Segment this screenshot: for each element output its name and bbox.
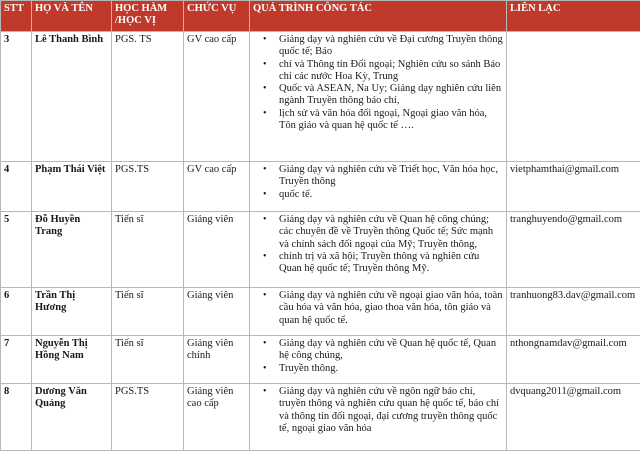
work-item: • Quốc và ASEAN, Na Uy; Giảng dạy nghiên cứu liên ngành Truyền thông báo chí, [279, 83, 503, 108]
table-row [1, 32, 640, 162]
table-row [1, 336, 640, 384]
cell-degree: PGS. TS [112, 32, 184, 162]
header-degree-line2: /HỌC VỊ [115, 15, 156, 26]
cell-degree: PGS.TS [112, 162, 184, 212]
work-item: • Giảng dạy và nghiên cứu về ngôn ngữ báo chí, truyền thông và nghiên cứu quan hệ quốc tế, báo chí và thông tin đối ngoại, đại cương truyền thông quốc tế, ngoại giao văn hóa [279, 386, 503, 435]
cell-contact [507, 32, 640, 162]
cell-position: GV cao cấp [184, 162, 250, 212]
cell-name: Trần Thị Hương [32, 288, 112, 336]
cell-degree: Tiến sĩ [112, 336, 184, 384]
work-item: • Giảng dạy và nghiên cứu về Triết học, Văn hóa học, Truyền thông [279, 164, 503, 189]
work-item: • quốc tế. [279, 189, 503, 201]
cell-stt: 6 [1, 288, 32, 336]
table-row [1, 162, 640, 212]
cell-degree: Tiến sĩ [112, 212, 184, 288]
work-item: • lịch sử và văn hóa đối ngoại, Ngoại giao văn hóa, Tôn giáo và quan hệ quốc tế …. [279, 108, 503, 133]
cell-contact[interactable]: nthongnamdav@gmail.com [507, 336, 640, 384]
work-list [253, 386, 503, 435]
table-header-row [1, 1, 640, 32]
work-item: • Giảng dạy và nghiên cứu về ngoại giao văn hóa, toàn cầu hóa và văn hóa, giao thoa văn hóa, tôn giáo và quan hệ quốc tế. [279, 290, 503, 327]
cell-position: Giảng viên [184, 212, 250, 288]
table-row [1, 212, 640, 288]
cell-name: Dương Văn Quảng [32, 384, 112, 451]
cell-position: Giảng viên [184, 288, 250, 336]
cell-work [250, 32, 507, 162]
work-list [253, 34, 503, 132]
work-item: • Truyền thông. [279, 363, 503, 375]
header-stt: STT [1, 1, 32, 32]
work-item: • Giảng dạy và nghiên cứu về Quan hệ công chúng; các chuyên đề về Truyền thông Quốc tế; Sức mạnh và chính sách đối ngoại của Mỹ; Truyền thông, [279, 214, 503, 251]
cell-work [250, 212, 507, 288]
work-item: • Giảng dạy và nghiên cứu về Quan hệ quốc tế, Quan hệ công chúng, [279, 338, 503, 363]
cell-position: GV cao cấp [184, 32, 250, 162]
header-degree [112, 1, 184, 32]
cell-work [250, 384, 507, 451]
cell-stt: 8 [1, 384, 32, 451]
cell-contact[interactable]: dvquang2011@gmail.com [507, 384, 640, 451]
cell-work [250, 336, 507, 384]
header-name: HỌ VÀ TÊN [32, 1, 112, 32]
work-list [253, 214, 503, 275]
cell-degree: PGS.TS [112, 384, 184, 451]
work-list [253, 290, 503, 327]
cell-name: Nguyễn Thị Hồng Nam [32, 336, 112, 384]
cell-stt: 7 [1, 336, 32, 384]
cell-stt: 5 [1, 212, 32, 288]
work-list [253, 338, 503, 375]
work-item: • Giảng dạy và nghiên cứu về Đại cương Truyền thông quốc tế; Báo [279, 34, 503, 59]
table-row [1, 288, 640, 336]
cell-work [250, 288, 507, 336]
work-list [253, 164, 503, 201]
cell-contact[interactable]: tranghuyendo@gmail.com [507, 212, 640, 288]
cell-stt: 3 [1, 32, 32, 162]
cell-stt: 4 [1, 162, 32, 212]
cell-name: Đỗ Huyền Trang [32, 212, 112, 288]
header-contact: LIÊN LẠC [507, 1, 640, 32]
cell-position: Giảng viên chính [184, 336, 250, 384]
cell-name: Phạm Thái Việt [32, 162, 112, 212]
work-item: • chí và Thông tin Đối ngoại; Nghiên cứu so sánh Báo chí các nước Hoa Kỳ, Trung [279, 59, 503, 84]
header-work: QUÁ TRÌNH CÔNG TÁC [250, 1, 507, 32]
table-row [1, 384, 640, 451]
cell-position: Giảng viên cao cấp [184, 384, 250, 451]
cell-contact[interactable]: tranhuong83.dav@gmail.com [507, 288, 640, 336]
work-item: • chính trị và xã hội; Truyền thông và nghiên cứu Quan hệ quốc tế; Truyền thông Mỹ. [279, 251, 503, 276]
cell-name: Lê Thanh Bình [32, 32, 112, 162]
cell-degree: Tiến sĩ [112, 288, 184, 336]
header-degree-line1: HỌC HÀM [115, 3, 167, 14]
header-position: CHỨC VỤ [184, 1, 250, 32]
cell-work [250, 162, 507, 212]
cell-contact[interactable]: vietphamthai@gmail.com [507, 162, 640, 212]
